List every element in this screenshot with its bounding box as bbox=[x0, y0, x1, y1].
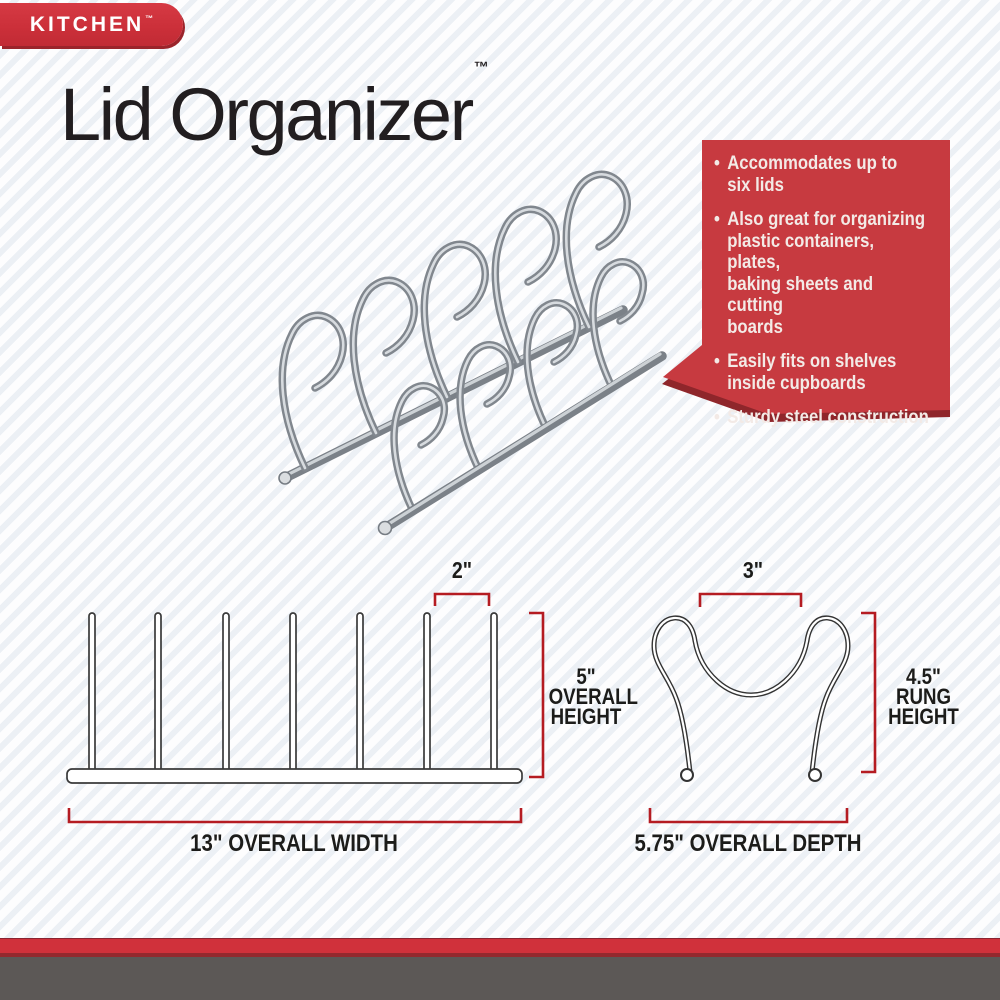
dim-rung-width-label: 3" bbox=[742, 557, 764, 583]
feature-line: Accommodates up to bbox=[727, 153, 898, 174]
bullet-icon: • bbox=[714, 351, 720, 372]
footer-gray-bar bbox=[0, 957, 1000, 1000]
brand-badge bbox=[0, 3, 183, 46]
rack-back-rail bbox=[279, 308, 623, 484]
feature-line: six lids bbox=[727, 174, 784, 196]
page-title bbox=[60, 59, 489, 156]
dim-word: OVERALL bbox=[548, 684, 638, 709]
brand-name: KITCHEN bbox=[29, 12, 145, 36]
feature-line: plastic containers, plates, bbox=[727, 230, 875, 273]
feature-line: Also great for organizing bbox=[727, 209, 926, 230]
feature-line: baking sheets and cutting bbox=[727, 273, 874, 316]
feature-line: Easily fits on shelves bbox=[727, 351, 897, 372]
feature-list bbox=[714, 153, 930, 442]
dim-overall-width-label: 13" OVERALL WIDTH bbox=[190, 830, 398, 857]
page-title-trademark: ™ bbox=[473, 59, 489, 77]
front-view-dimension-brackets bbox=[69, 594, 543, 822]
side-view-drawing bbox=[654, 618, 848, 781]
feature-item bbox=[714, 351, 930, 394]
rack-wire-hooks bbox=[282, 174, 643, 511]
dim-word: HEIGHT bbox=[888, 704, 959, 729]
page-title-text: Lid Organizer bbox=[60, 73, 472, 156]
dim-word: HEIGHT bbox=[550, 704, 622, 729]
dim-rung-height-label bbox=[887, 664, 959, 729]
feature-line: boards bbox=[727, 316, 783, 338]
brand-trademark: ™ bbox=[145, 14, 154, 23]
footer-red-bar bbox=[0, 938, 1000, 954]
product-photo bbox=[225, 160, 675, 560]
feature-line: inside cupboards bbox=[727, 372, 866, 394]
feature-item bbox=[714, 153, 930, 196]
feature-line: Sturdy steel construction bbox=[727, 407, 929, 428]
bullet-icon: • bbox=[714, 407, 720, 428]
dim-word: RUNG bbox=[895, 684, 952, 709]
dim-overall-height-label bbox=[548, 664, 638, 729]
dim-prong-spacing-label: 2" bbox=[451, 557, 473, 583]
bullet-icon: • bbox=[714, 209, 720, 230]
dim-overall-depth-label: 5.75" OVERALL DEPTH bbox=[634, 830, 862, 857]
dim-value: 4.5" bbox=[906, 664, 941, 689]
feature-item bbox=[714, 209, 930, 338]
feature-item bbox=[714, 407, 930, 429]
front-view-drawing bbox=[67, 613, 522, 783]
dim-value: 5" bbox=[576, 664, 596, 689]
bullet-icon: • bbox=[714, 153, 720, 174]
